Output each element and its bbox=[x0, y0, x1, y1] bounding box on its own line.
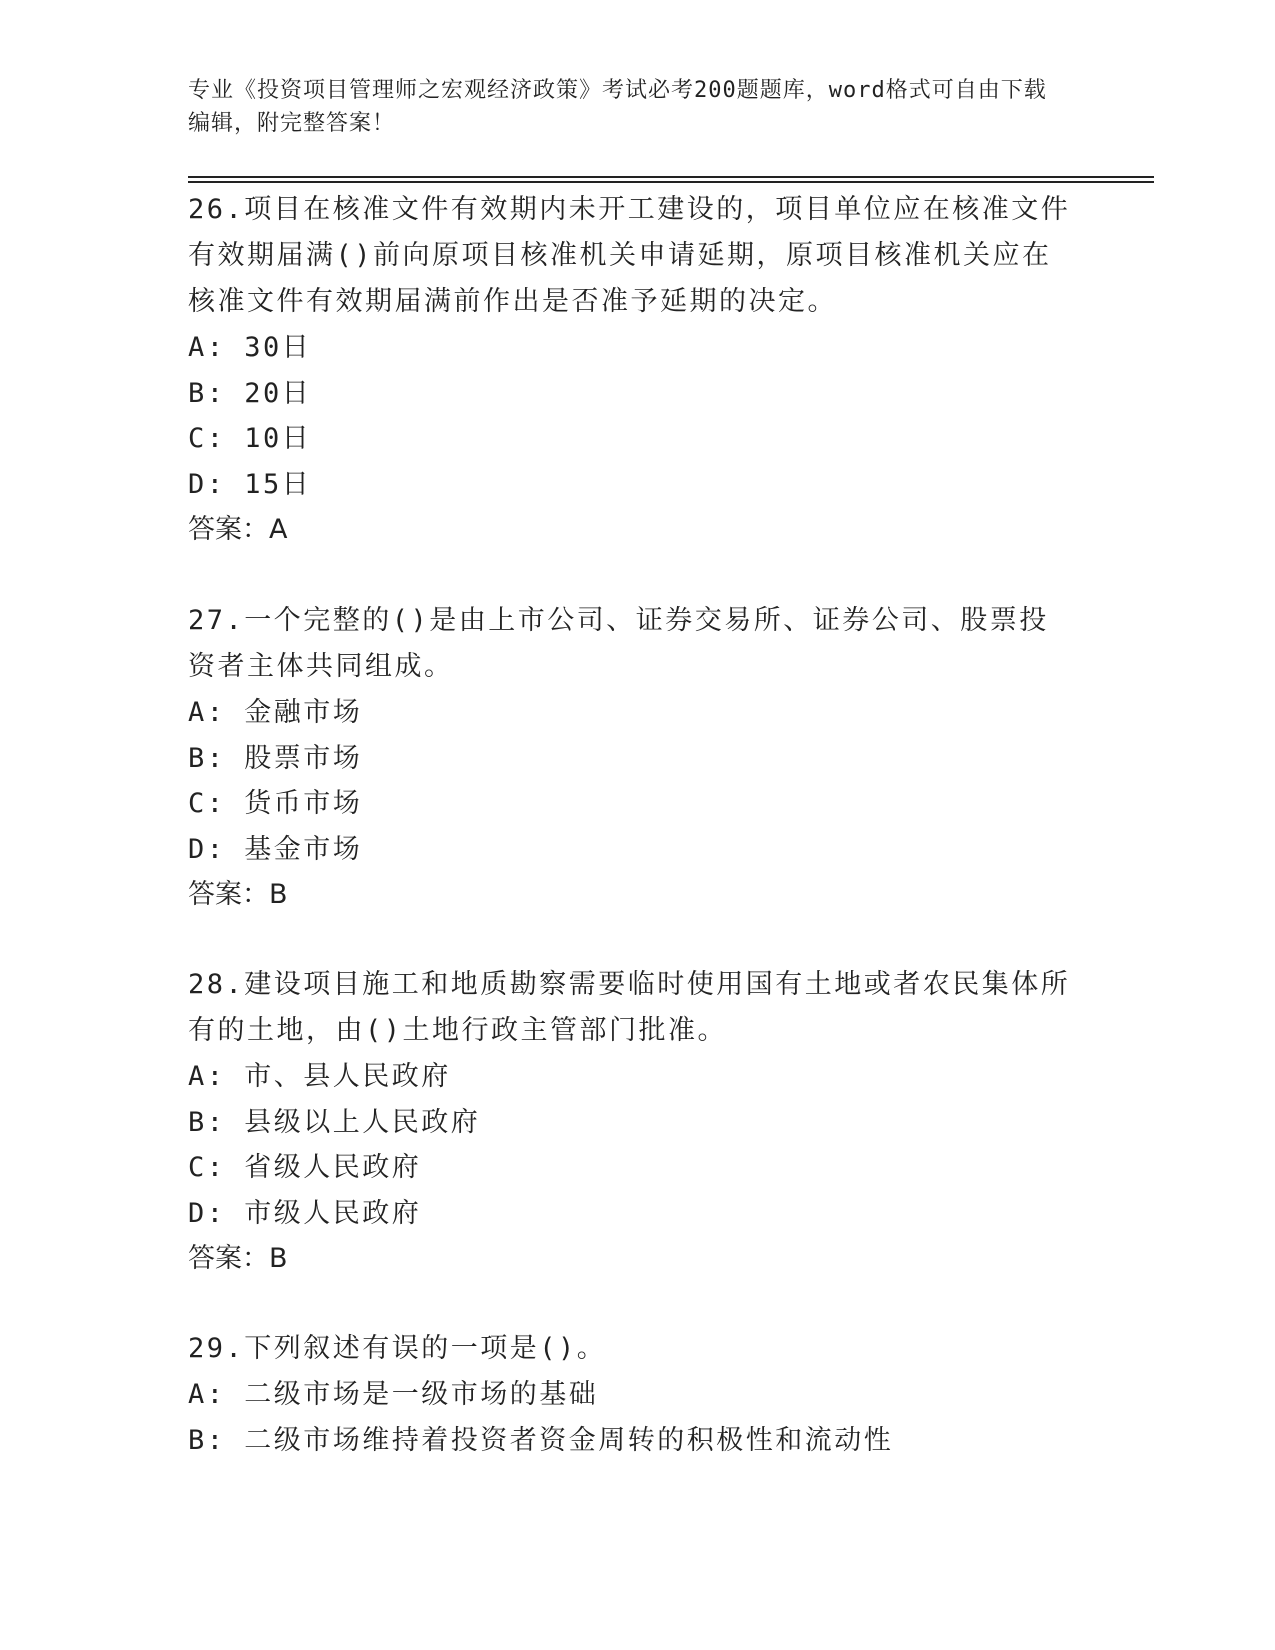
question-stem: 28.建设项目施工和地质勘察需要临时使用国有土地或者农民集体所有的土地，由()土地行政主管部门批准。 bbox=[188, 969, 1071, 1046]
question-26 bbox=[188, 187, 1078, 553]
option-d: D: 市级人民政府 bbox=[188, 1197, 422, 1229]
option-a: A: 市、县人民政府 bbox=[188, 1061, 451, 1092]
question-27 bbox=[188, 598, 1078, 918]
question-stem: 29.下列叙述有误的一项是()。 bbox=[188, 1333, 607, 1364]
question-stem: 27.一个完整的()是由上市公司、证券交易所、证券公司、股票投资者主体共同组成。 bbox=[188, 605, 1049, 682]
option-b: B: 二级市场维持着投资者资金周转的积极性和流动性 bbox=[188, 1424, 894, 1456]
option-d: D: 15日 bbox=[188, 468, 312, 500]
option-b: B: 县级以上人民政府 bbox=[188, 1106, 481, 1138]
option-a: A: 30日 bbox=[188, 332, 312, 363]
option-b: B: 20日 bbox=[188, 377, 312, 409]
option-c: C: 10日 bbox=[188, 423, 312, 454]
question-stem: 26.项目在核准文件有效期内未开工建设的，项目单位应在核准文件有效期届满()前向原项目核准机关申请延期，原项目核准机关应在核准文件有效期届满前作出是否准予延期的决定。 bbox=[188, 194, 1071, 317]
question-28 bbox=[188, 962, 1078, 1282]
option-a: A: 二级市场是一级市场的基础 bbox=[188, 1379, 599, 1410]
option-c: C: 省级人民政府 bbox=[188, 1152, 422, 1183]
answer: 答案：B bbox=[188, 879, 288, 910]
answer: 答案：A bbox=[188, 514, 288, 545]
option-c: C: 货币市场 bbox=[188, 788, 363, 819]
question-29 bbox=[188, 1326, 1078, 1463]
document-intro: 专业《投资项目管理师之宏观经济政策》考试必考200题题库，word格式可自由下载编辑，附完整答案！ bbox=[188, 78, 1047, 136]
option-a: A: 金融市场 bbox=[188, 697, 363, 728]
header-divider-bottom bbox=[188, 181, 1154, 183]
answer: 答案：B bbox=[188, 1243, 288, 1274]
option-d: D: 基金市场 bbox=[188, 833, 363, 865]
header-divider-top bbox=[188, 176, 1154, 178]
option-b: B: 股票市场 bbox=[188, 742, 363, 774]
